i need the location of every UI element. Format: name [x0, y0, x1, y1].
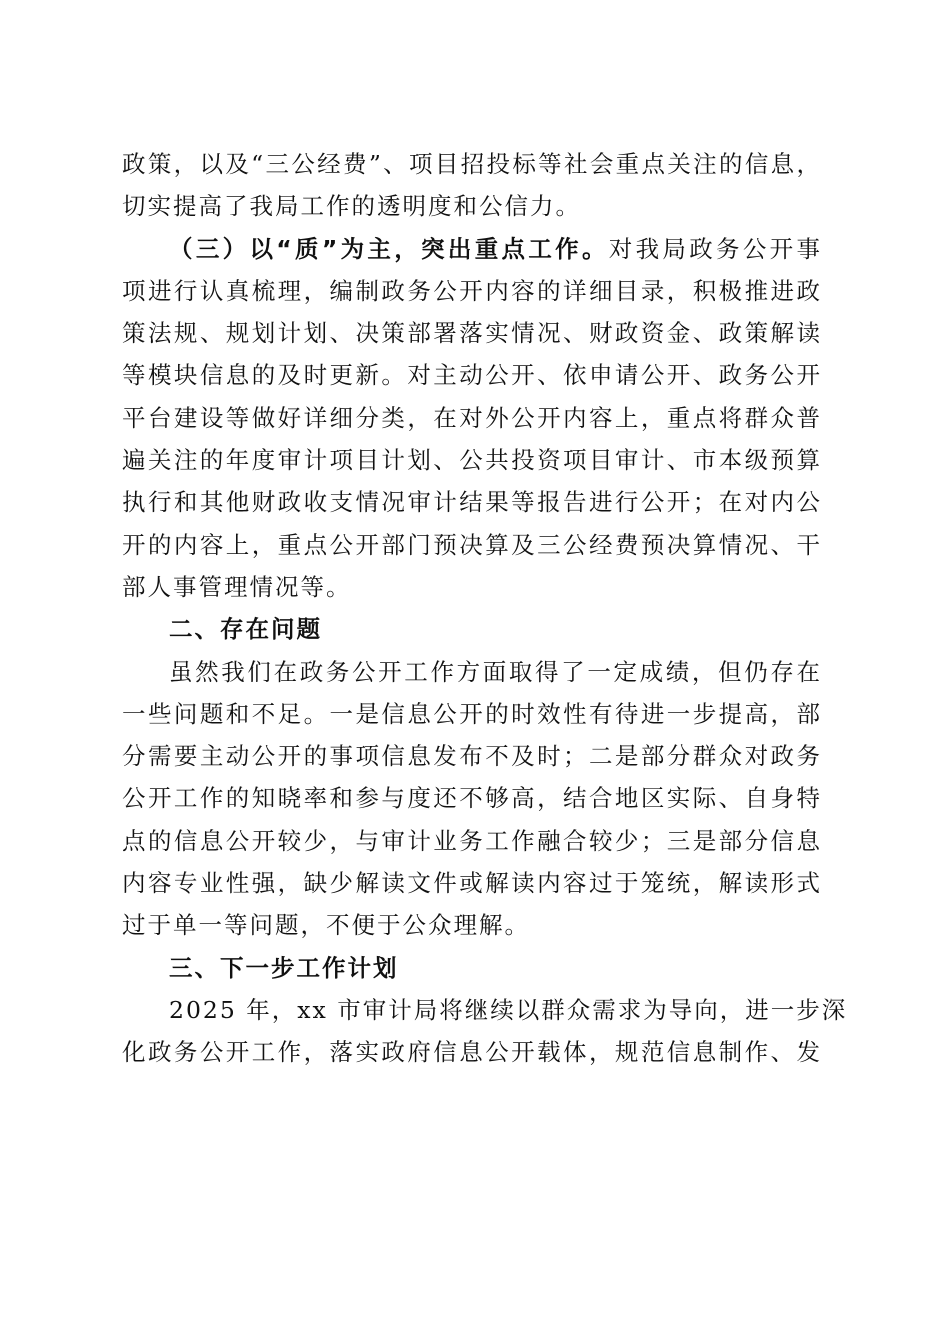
paragraph-line: 虽然我们在政务公开工作方面取得了一定成绩，但仍存在: [169, 657, 822, 686]
paragraph-line: 公开工作的知晓率和参与度还不够高，结合地区实际、自身特: [122, 784, 822, 813]
paragraph-line: 分需要主动公开的事项信息发布不及时；二是部分群众对政务: [122, 742, 822, 771]
paragraph-line: 遍关注的年度审计项目计划、公共投资项目审计、市本级预算: [122, 446, 822, 475]
document-body: [122, 143, 848, 1074]
paragraph-line: 部人事管理情况等。: [122, 572, 352, 601]
paragraph-text: 对我局政务公开事: [608, 234, 823, 263]
section-lead-text: （三）以“质”为主，突出重点工作。: [169, 234, 609, 263]
paragraph-line: 等模块信息的及时更新。对主动公开、依申请公开、政务公开: [122, 361, 822, 390]
paragraph-line: 切实提高了我局工作的透明度和公信力。: [122, 192, 581, 221]
paragraph-line: 平台建设等做好详细分类，在对外公开内容上，重点将群众普: [122, 403, 822, 432]
paragraph-line: 开的内容上，重点公开部门预决算及三公经费预决算情况、干: [122, 530, 822, 559]
paragraph-line: 项进行认真梳理，编制政务公开内容的详细目录，积极推进政: [122, 276, 822, 305]
paragraph-line: 点的信息公开较少，与审计业务工作融合较少；三是部分信息: [122, 826, 822, 855]
paragraph-line: 一些问题和不足。一是信息公开的时效性有待进一步提高，部: [122, 699, 822, 728]
paragraph-line: 过于单一等问题，不便于公众理解。: [122, 911, 530, 940]
section-heading: 三、下一步工作计划: [169, 953, 399, 982]
section-heading: 二、存在问题: [169, 615, 322, 644]
paragraph-line: 内容专业性强，缺少解读文件或解读内容过于笼统，解读形式: [122, 869, 822, 898]
paragraph-line: 2025 年，xx 市审计局将继续以群众需求为导向，进一步深: [169, 995, 848, 1024]
paragraph-line: 执行和其他财政收支情况审计结果等报告进行公开；在对内公: [122, 488, 822, 517]
paragraph-line: 政策，以及“三公经费”、项目招投标等社会重点关注的信息，: [122, 150, 822, 178]
paragraph-line: 策法规、规划计划、决策部署落实情况、财政资金、政策解读: [122, 319, 822, 348]
paragraph-line: [122, 228, 822, 270]
paragraph-line: 化政务公开工作，落实政府信息公开载体，规范信息制作、发: [122, 1038, 822, 1067]
